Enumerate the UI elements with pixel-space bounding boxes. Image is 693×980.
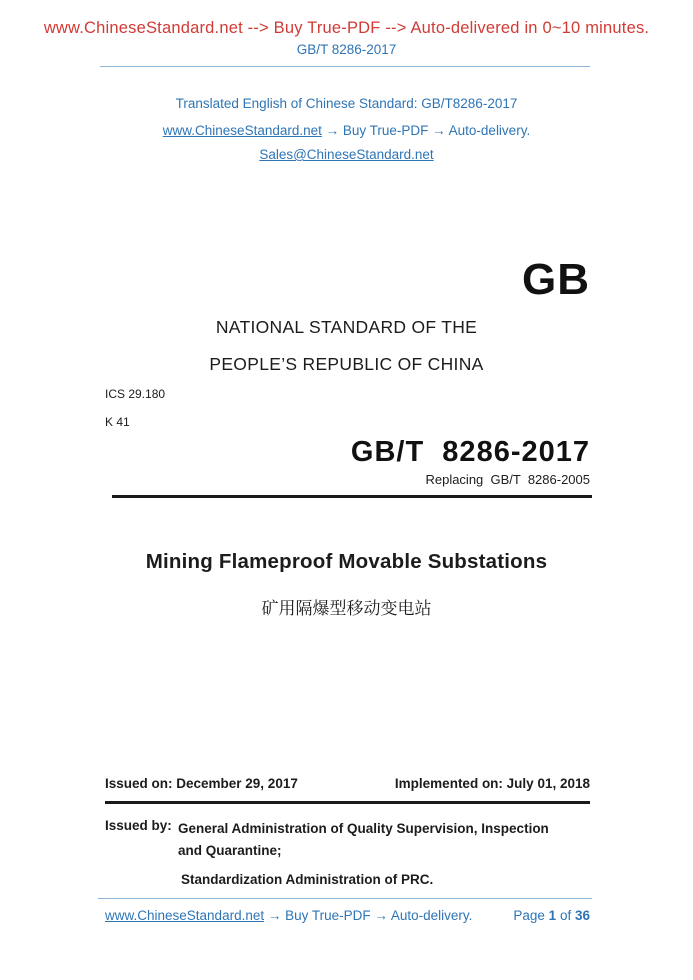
issued-by-authority-line1: General Administration of Quality Supervision, Inspection [178,821,549,836]
standard-code-header: GB/T 8286-2017 [296,42,397,57]
buy-link-line [0,123,693,138]
promo-banner: www.ChineseStandard.net --> Buy True-PDF --> Auto-delivered in 0~10 minutes. [43,19,650,37]
document-title-english: Mining Flameproof Movable Substations [145,550,548,573]
footer-link-rest: → Buy True-PDF → Auto-delivery. [264,908,473,923]
footer-row [105,908,590,923]
national-standard-line2: PEOPLE’S REPUBLIC OF CHINA [209,354,484,374]
document-title-chinese: 矿用隔爆型移动变电站 [261,599,432,618]
header-divider [100,66,590,67]
of-label: of [559,908,572,923]
total-pages: 36 [574,908,590,923]
implemented-on-date: Implemented on: July 01, 2018 [394,776,590,791]
footer-website-link[interactable]: www.ChineseStandard.net [105,908,265,923]
translated-note: Translated English of Chinese Standard: GB/T8286-2017 [175,96,518,111]
footer-divider [98,898,592,899]
issue-dates-row [105,776,590,791]
standard-code-large: GB/T 8286-2017 [350,436,590,468]
issued-on-date: Issued on: December 29, 2017 [105,776,298,791]
gb-logo: GB [522,255,590,304]
sales-email-link[interactable]: Sales@ChineseStandard.net [259,147,434,162]
k-classification: K 41 [105,415,130,429]
issue-divider [105,801,590,804]
page-indicator [513,908,590,923]
ics-code: ICS 29.180 [105,387,166,401]
issued-by-authority-line3: Standardization Administration of PRC. [181,872,434,887]
national-standard-line1: NATIONAL STANDARD OF THE [215,317,478,337]
issued-by-label: Issued by: [105,818,172,833]
replacing-note: Replacing GB/T 8286-2005 [425,472,590,487]
page-label: Page [513,908,545,923]
website-link[interactable]: www.ChineseStandard.net [162,123,322,138]
standard-divider [112,495,592,498]
email-line [0,147,693,162]
page-number: 1 [548,908,557,923]
buy-link-rest: → Buy True-PDF → Auto-delivery. [321,123,531,138]
issued-by-authority-line2: and Quarantine; [178,843,282,858]
issued-by-content [178,818,578,891]
footer-link-line [105,908,472,923]
